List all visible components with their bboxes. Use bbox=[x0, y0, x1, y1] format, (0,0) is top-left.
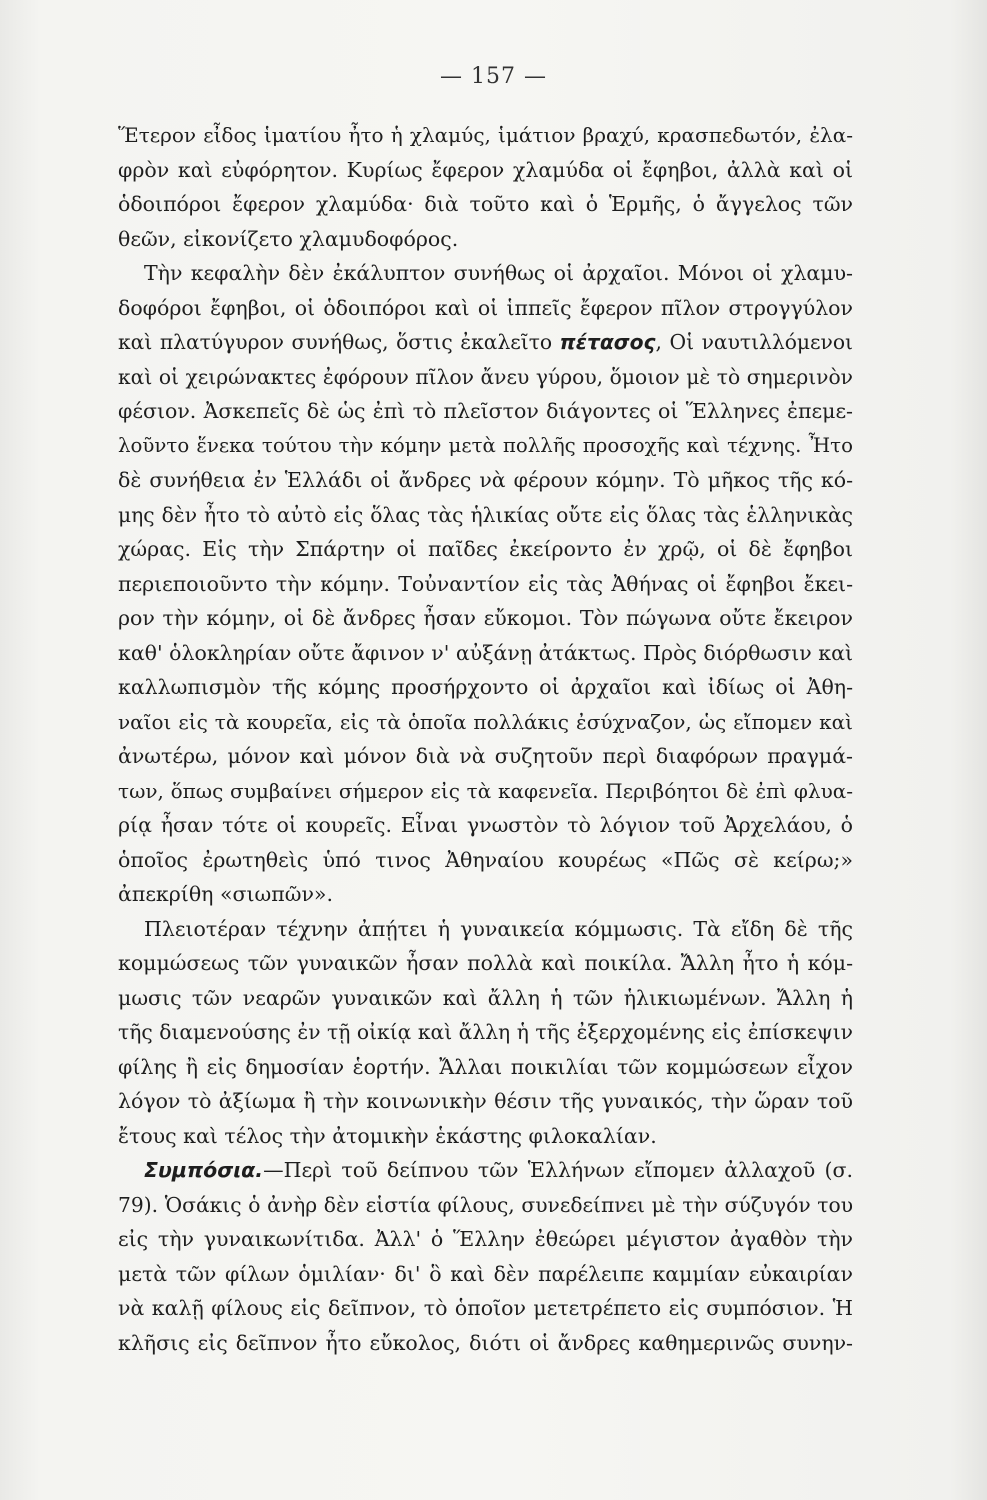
line-text: δὲ συνήθεια ἐν Ἑλλάδι οἱ ἄνδρες νὰ φέρουν κόμην. Τὸ μῆκος τῆς κό- bbox=[118, 468, 853, 492]
line-text: ἔτους καὶ τέλος τὴν ἀτομικὴν ἑκάστης φιλοκαλίαν. bbox=[118, 1123, 657, 1148]
line-text: μωσις τῶν νεαρῶν γυναικῶν καὶ ἄλλη ἡ τῶν ἡλικιωμένων. Ἄλλη ἡ bbox=[118, 985, 853, 1010]
line-text: των, ὅπως συμβαίνει σήμερον εἰς τὰ καφενεῖα. Περιβόητοι δὲ ἐπὶ φλυα- bbox=[118, 778, 853, 803]
text-line bbox=[118, 981, 853, 1016]
text-line bbox=[118, 153, 853, 188]
text-line bbox=[118, 429, 853, 464]
text-line bbox=[118, 532, 853, 567]
text-line bbox=[118, 1050, 853, 1085]
line-text: Πλειοτέραν τέχνην ἀπῄτει ἡ γυναικεία κόμμωσις. Τὰ εἴδη δὲ τῆς bbox=[144, 916, 853, 941]
line-text: ρίᾳ ἦσαν τότε οἱ κουρεῖς. Εἶναι γνωστὸν τὸ λόγιον τοῦ Ἀρχελάου, ὁ bbox=[118, 813, 853, 837]
text-line bbox=[118, 1084, 853, 1119]
line-text: καὶ πλατύγυρον συνήθως, ὅστις ἐκαλεῖτο bbox=[118, 330, 560, 354]
text-line bbox=[118, 946, 853, 981]
text-line bbox=[118, 1153, 853, 1188]
text-line bbox=[118, 705, 853, 740]
line-text: ρον τὴν κόμην, οἱ δὲ ἄνδρες ἦσαν εὔκομοι. Τὸν πώγωνα οὔτε ἔκειρον bbox=[118, 606, 853, 630]
line-text: Ἕτερον εἶδος ἱματίου ἦτο ἡ χλαμύς, ἱμάτιον βραχύ, κρασπεδωτόν, ἐλα- bbox=[118, 123, 853, 147]
line-text: μης δὲν ἦτο τὸ αὐτὸ εἰς ὅλας τὰς ἡλικίας οὔτε εἰς ὅλας τὰς ἑλληνικὰς bbox=[118, 502, 853, 527]
line-text: περιεποιοῦντο τὴν κόμην. Τοὐναντίον εἰς τὰς Ἀθήνας οἱ ἔφηβοι ἔκει- bbox=[118, 571, 853, 596]
text-line bbox=[118, 463, 853, 498]
text-line bbox=[118, 739, 853, 774]
line-text: μετὰ τῶν φίλων ὁμιλίαν· δι' ὃ καὶ δὲν παρέλειπε καμμίαν εὐκαιρίαν bbox=[118, 1261, 853, 1286]
line-text: 79). Ὁσάκις ὁ ἀνὴρ δὲν εἱστία φίλους, συνεδείπνει μὲ τὴν σύζυγόν του bbox=[118, 1192, 853, 1217]
line-text: φρὸν καὶ εὐφόρητον. Κυρίως ἔφερον χλαμύδα οἱ ἔφηβοι, ἀλλὰ καὶ οἱ bbox=[118, 157, 853, 182]
text-line bbox=[118, 1222, 853, 1257]
line-text: ναῖοι εἰς τὰ κουρεῖα, εἰς τὰ ὁποῖα πολλάκις ἐσύχναζον, ὡς εἴπομεν καὶ bbox=[118, 709, 853, 734]
line-text: ἀπεκρίθη «σιωπῶν». bbox=[118, 882, 333, 906]
text-line bbox=[118, 498, 853, 533]
line-text: —Περὶ τοῦ δείπνου τῶν Ἑλλήνων εἴπομεν ἀλλαχοῦ (σ. bbox=[263, 1158, 853, 1182]
line-text: δοφόροι ἔφηβοι, οἱ ὁδοιπόροι καὶ οἱ ἱππεῖς ἔφερον πῖλον στρογγύλον bbox=[118, 295, 853, 320]
text-line bbox=[118, 291, 853, 326]
line-text: λόγον τὸ ἀξίωμα ἢ τὴν κοινωνικὴν θέσιν τῆς γυναικός, τὴν ὥραν τοῦ bbox=[118, 1089, 853, 1113]
text-line bbox=[118, 1015, 853, 1050]
text-line bbox=[118, 325, 853, 360]
text-line bbox=[118, 1326, 853, 1361]
line-text: φέσιον. Ἀσκεπεῖς δὲ ὡς ἐπὶ τὸ πλεῖστον διάγοντες οἱ Ἕλληνες ἐπεμε- bbox=[118, 399, 853, 423]
line-text: , Οἱ ναυτιλλόμενοι bbox=[655, 330, 853, 354]
line-text: κλῆσις εἰς δεῖπνον ἦτο εὔκολος, διότι οἱ ἄνδρες καθημερινῶς συνην- bbox=[118, 1330, 853, 1355]
text-line bbox=[118, 843, 853, 878]
text-line bbox=[118, 394, 853, 429]
line-text: καὶ οἱ χειρώνακτες ἐφόρουν πῖλον ἄνευ γύρου, ὅμοιον μὲ τὸ σημερινὸν bbox=[118, 364, 853, 389]
line-text: νὰ καλῇ φίλους εἰς δεῖπνον, τὸ ὁποῖον μετετρέπετο εἰς συμπόσιον. Ἡ bbox=[118, 1296, 853, 1320]
text-line bbox=[118, 360, 853, 395]
text-line bbox=[118, 774, 853, 809]
body-text bbox=[118, 118, 853, 1360]
text-line bbox=[118, 118, 853, 153]
line-text: Τὴν κεφαλὴν δὲν ἐκάλυπτον συνήθως οἱ ἀρχαῖοι. Μόνοι οἱ χλαμυ- bbox=[144, 261, 853, 285]
text-line bbox=[118, 670, 853, 705]
text-line bbox=[118, 808, 853, 843]
line-text: ὁδοιπόροι ἔφερον χλαμύδα· διὰ τοῦτο καὶ ὁ Ἑρμῆς, ὁ ἄγγελος τῶν bbox=[118, 192, 853, 216]
text-line bbox=[118, 1291, 853, 1326]
emphasized-term: Συμπόσια. bbox=[144, 1158, 264, 1182]
line-text: χώρας. Εἰς τὴν Σπάρτην οἱ παῖδες ἐκείροντο ἐν χρῷ, οἱ δὲ ἔφηβοι bbox=[118, 537, 853, 561]
line-text: καθ' ὁλοκληρίαν οὔτε ἄφινον ν' αὐξάνῃ ἀτάκτως. Πρὸς διόρθωσιν καὶ bbox=[118, 640, 853, 665]
line-text: λοῦντο ἕνεκα τούτου τὴν κόμην μετὰ πολλῆς προσοχῆς καὶ τέχνης. Ἦτο bbox=[118, 433, 853, 457]
line-text: κομμώσεως τῶν γυναικῶν ἦσαν πολλὰ καὶ ποικίλα. Ἄλλη ἦτο ἡ κόμ- bbox=[118, 951, 853, 975]
line-text: ὁποῖος ἐρωτηθεὶς ὑπό τινος Ἀθηναίου κουρέως «Πῶς σὲ κείρω;» bbox=[118, 847, 853, 872]
text-line bbox=[118, 1119, 853, 1154]
text-line bbox=[118, 601, 853, 636]
line-text: ἀνωτέρω, μόνον καὶ μόνον διὰ νὰ συζητοῦν περὶ διαφόρων πραγμά- bbox=[118, 744, 853, 768]
page-number: — 157 — bbox=[440, 64, 547, 89]
text-line bbox=[118, 256, 853, 291]
text-line bbox=[118, 187, 853, 222]
text-line bbox=[118, 567, 853, 602]
line-text: εἰς τὴν γυναικωνίτιδα. Ἀλλ' ὁ Ἕλλην ἐθεώρει μέγιστον ἀγαθὸν τὴν bbox=[118, 1227, 853, 1251]
text-line bbox=[118, 912, 853, 947]
text-line bbox=[118, 222, 853, 257]
line-text: καλλωπισμὸν τῆς κόμης προσήρχοντο οἱ ἀρχαῖοι καὶ ἰδίως οἱ Ἀθη- bbox=[118, 675, 853, 699]
emphasized-term: πέτασος bbox=[559, 330, 656, 354]
text-line bbox=[118, 1257, 853, 1292]
text-line bbox=[118, 877, 853, 912]
line-text: φίλης ἢ εἰς δημοσίαν ἑορτήν. Ἄλλαι ποικιλίαι τῶν κομμώσεων εἶχον bbox=[118, 1054, 853, 1079]
text-line bbox=[118, 636, 853, 671]
line-text: θεῶν, εἰκονίζετο χλαμυδοφόρος. bbox=[118, 226, 459, 251]
text-line bbox=[118, 1188, 853, 1223]
line-text: τῆς διαμενούσης ἐν τῇ οἰκίᾳ καὶ ἄλλη ἡ τῆς ἐξερχομένης εἰς ἐπίσκεψιν bbox=[118, 1020, 853, 1044]
